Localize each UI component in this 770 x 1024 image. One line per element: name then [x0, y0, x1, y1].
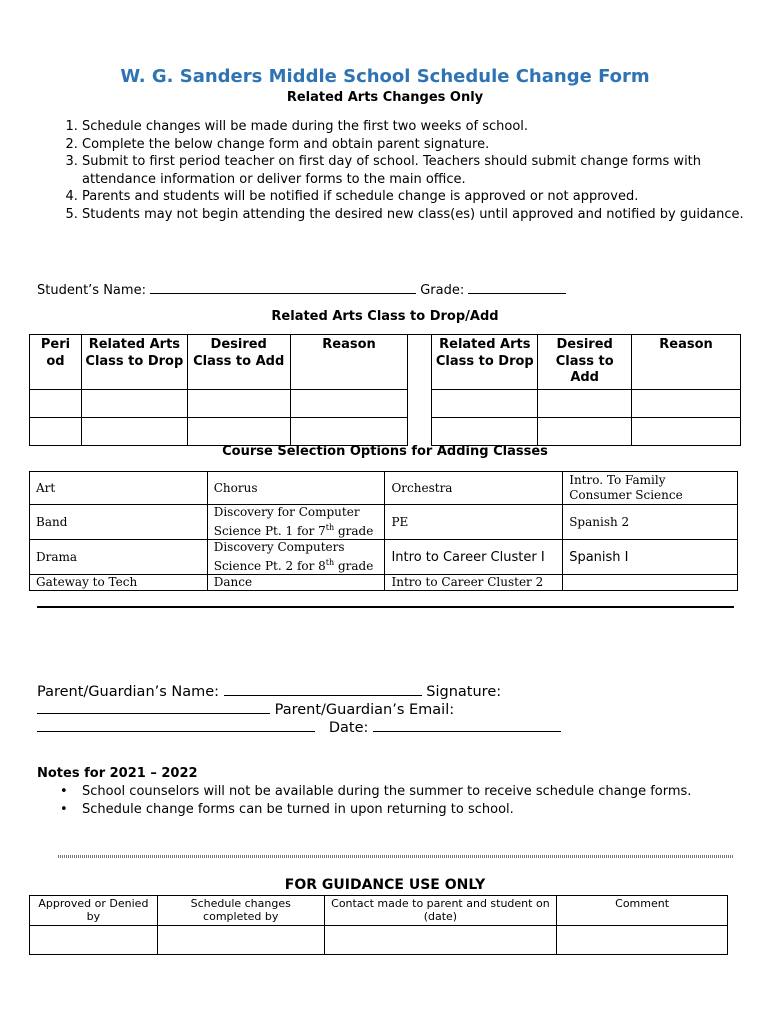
note-item: • School counselors will not be available during the summer to receive schedule change forms. — [82, 783, 770, 801]
col-header-add-1: Desired Class to Add — [187, 335, 290, 390]
guidance-header-comment: Comment — [557, 896, 728, 926]
course-cell: Art — [30, 472, 208, 505]
course-sup: th — [325, 558, 335, 567]
course-cell: Gateway to Tech — [30, 575, 208, 591]
add-cell[interactable] — [538, 389, 632, 417]
course-options-table — [29, 471, 738, 591]
reason-cell[interactable] — [632, 389, 741, 417]
drop-cell[interactable] — [81, 417, 187, 445]
date-field[interactable] — [373, 719, 561, 732]
grade-label: Grade: — [420, 283, 465, 298]
add-cell[interactable] — [187, 389, 290, 417]
signature-field[interactable] — [37, 701, 270, 714]
parent-email-field[interactable] — [37, 719, 315, 732]
table-row — [30, 540, 738, 575]
contact-cell[interactable] — [324, 926, 557, 955]
parent-email-label: Parent/Guardian’s Email: — [274, 702, 455, 718]
drop-cell[interactable] — [432, 389, 538, 417]
comment-cell[interactable] — [557, 926, 728, 955]
guidance-header-contact: Contact made to parent and student on (date) — [324, 896, 557, 926]
student-info-line — [37, 281, 566, 298]
guidance-header-approved: Approved or Denied by — [30, 896, 158, 926]
rule-item: 1. Schedule changes will be made during the first two weeks of school. — [82, 118, 770, 136]
notes-title: Notes for 2021 – 2022 — [37, 766, 198, 781]
course-cell — [207, 540, 385, 575]
rule-item: 5. Students may not begin attending the desired new class(es) until approved and notified by guidance. — [82, 206, 770, 224]
course-cell: Chorus — [207, 472, 385, 505]
form-subtitle: Related Arts Changes Only — [286, 90, 484, 105]
table-row — [30, 472, 738, 505]
parent-info-block — [37, 683, 757, 737]
rule-item: 4. Parents and students will be notified if schedule change is approved or not approved. — [82, 188, 770, 206]
notes-list — [48, 783, 770, 818]
rule-item: 2. Complete the below change form and obtain parent signature. — [82, 136, 770, 154]
add-cell[interactable] — [187, 417, 290, 445]
col-header-drop-1: Related Arts Class to Drop — [81, 335, 187, 390]
date-label: Date: — [328, 720, 369, 736]
grade-field[interactable] — [468, 281, 566, 294]
table-row — [30, 575, 738, 591]
course-options-heading: Course Selection Options for Adding Classes — [222, 444, 548, 459]
reason-cell[interactable] — [632, 417, 741, 445]
parent-name-label: Parent/Guardian’s Name: — [37, 684, 220, 700]
course-cell — [563, 575, 738, 591]
col-header-add-2: Desired Class to Add — [538, 335, 632, 390]
course-text: grade — [334, 524, 374, 538]
course-cell: Band — [30, 505, 208, 540]
table-spacer — [408, 335, 432, 446]
period-cell[interactable] — [30, 389, 82, 417]
course-cell: Orchestra — [385, 472, 563, 505]
dotted-divider — [58, 855, 734, 858]
table-row — [30, 417, 741, 445]
course-cell: Intro to Career Cluster I — [385, 540, 563, 575]
guidance-table — [29, 895, 728, 955]
section-divider — [37, 606, 734, 608]
course-cell: Dance — [207, 575, 385, 591]
drop-cell[interactable] — [432, 417, 538, 445]
note-item: • Schedule change forms can be turned in upon returning to school. — [82, 801, 770, 819]
student-name-field[interactable] — [150, 281, 416, 294]
form-title: W. G. Sanders Middle School Schedule Change Form — [120, 66, 650, 87]
rules-list — [48, 118, 770, 223]
student-name-label: Student’s Name: — [37, 283, 146, 298]
table-row — [30, 389, 741, 417]
table-row — [30, 505, 738, 540]
approved-cell[interactable] — [30, 926, 158, 955]
col-header-reason-1: Reason — [290, 335, 408, 390]
period-cell[interactable] — [30, 417, 82, 445]
course-text: Discovery Computers Science Pt. 2 for 8 — [213, 540, 345, 573]
course-text: grade — [334, 559, 374, 573]
course-cell: Intro. To Family Consumer Science — [563, 472, 738, 505]
rule-item: 3. Submit to first period teacher on first day of school. Teachers should submit change forms with attendance information or deliver forms to the main office. — [82, 153, 770, 188]
course-cell: Drama — [30, 540, 208, 575]
col-header-drop-2: Related Arts Class to Drop — [432, 335, 538, 390]
col-header-reason-2: Reason — [632, 335, 741, 390]
signature-label: Signature: — [426, 684, 502, 700]
course-cell: Spanish I — [563, 540, 738, 575]
parent-name-field[interactable] — [224, 683, 422, 696]
reason-cell[interactable] — [290, 417, 408, 445]
drop-cell[interactable] — [81, 389, 187, 417]
reason-cell[interactable] — [290, 389, 408, 417]
course-cell: PE — [385, 505, 563, 540]
course-text: Discovery for Computer Science Pt. 1 for 7 — [213, 505, 360, 538]
drop-add-heading: Related Arts Class to Drop/Add — [271, 309, 499, 324]
guidance-heading: FOR GUIDANCE USE ONLY — [284, 877, 486, 893]
course-cell: Intro to Career Cluster 2 — [385, 575, 563, 591]
course-cell — [207, 505, 385, 540]
course-cell: Spanish 2 — [563, 505, 738, 540]
completed-cell[interactable] — [157, 926, 324, 955]
table-row — [30, 926, 728, 955]
course-sup: th — [325, 523, 335, 532]
guidance-header-completed: Schedule changes completed by — [157, 896, 324, 926]
add-cell[interactable] — [538, 417, 632, 445]
col-header-period: Peri od — [30, 335, 82, 390]
drop-add-table — [29, 334, 741, 446]
